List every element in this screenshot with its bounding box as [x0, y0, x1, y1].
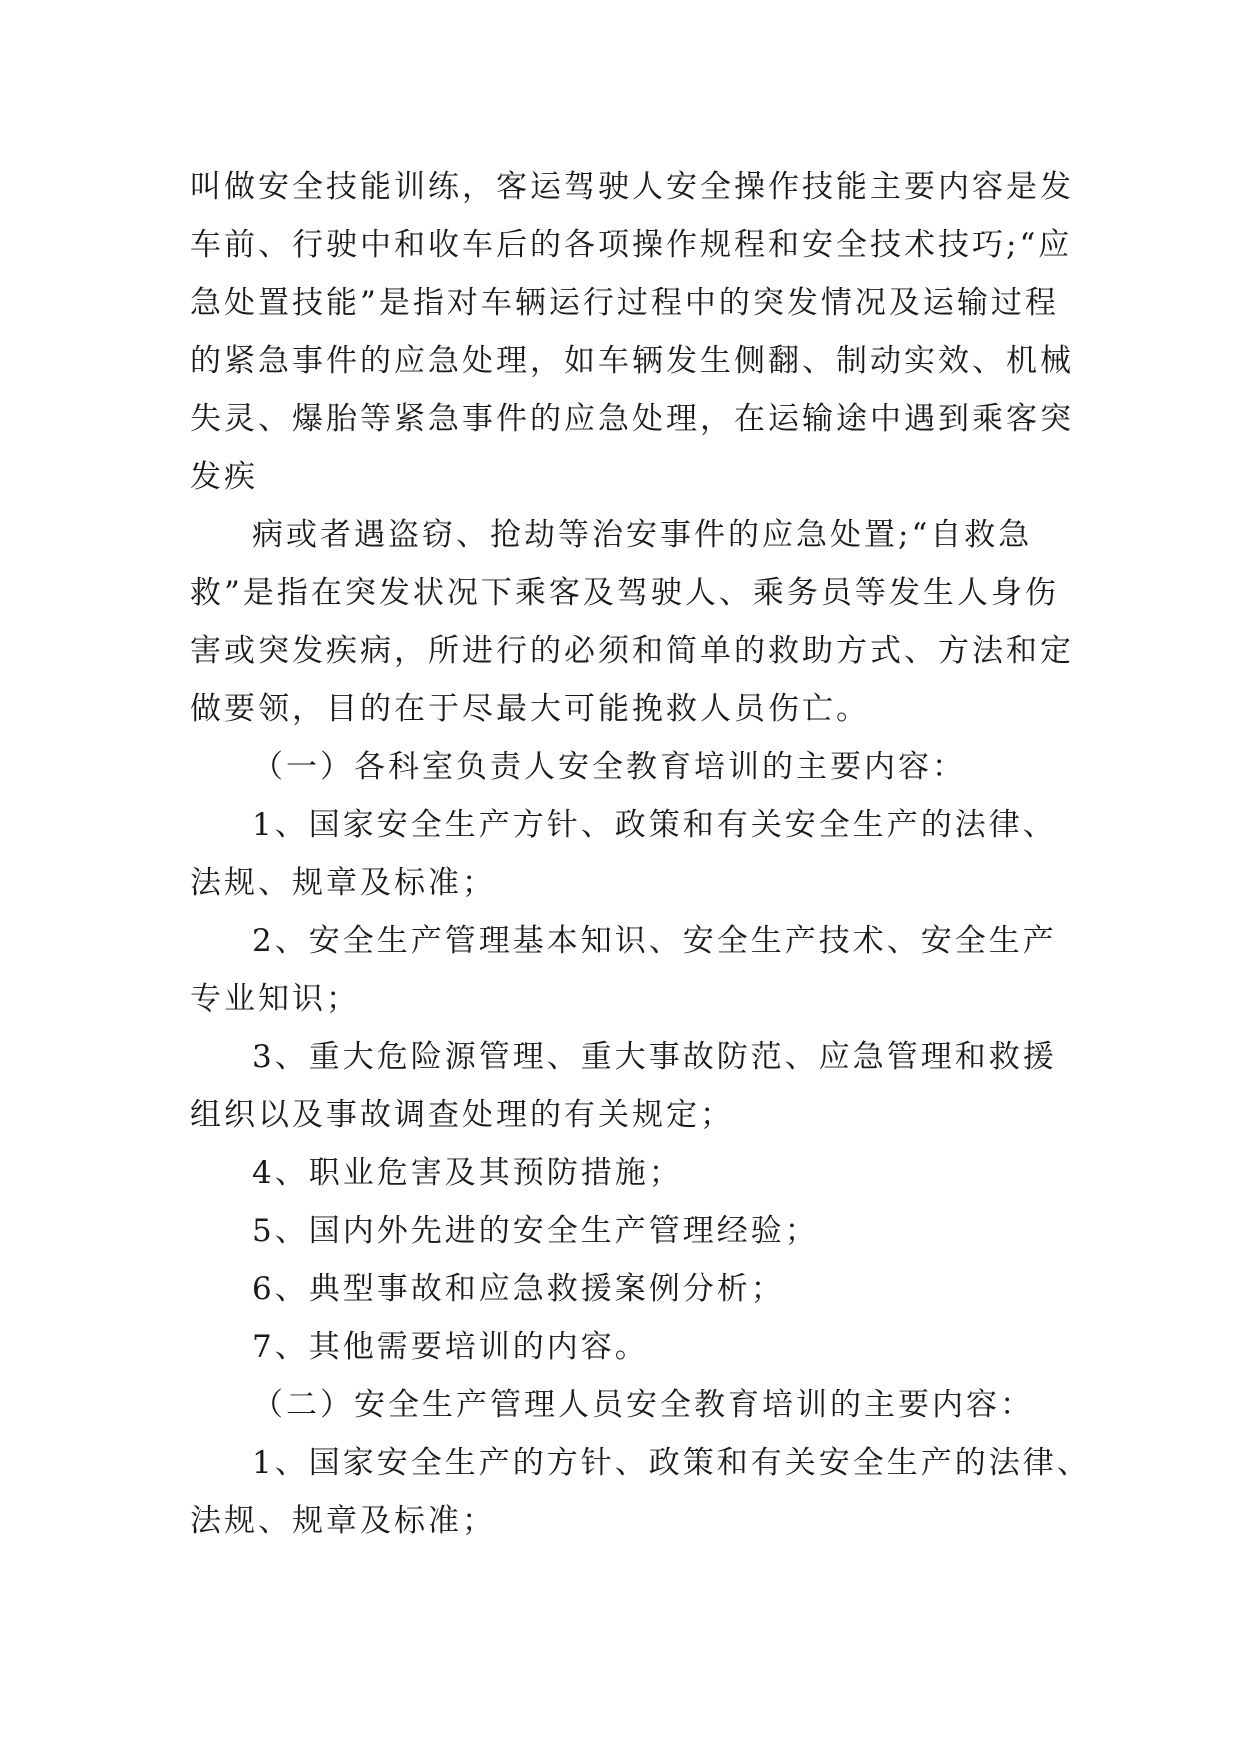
list-item: 2、安全生产管理基本知识、安全生产技术、安全生产	[252, 923, 1057, 959]
document-body	[190, 158, 1091, 1550]
section-heading: （一）各科室负责人安全教育培训的主要内容：	[252, 749, 966, 785]
body-line: 做要领，目的在于尽最大可能挽救人员伤亡。	[190, 691, 870, 727]
body-line: 病或者遇盗窃、抢劫等治安事件的应急处置;“自救急	[252, 517, 1033, 553]
section-heading: （二）安全生产管理人员安全教育培训的主要内容：	[252, 1387, 1034, 1423]
list-item: 4、职业危害及其预防措施；	[252, 1155, 683, 1191]
list-item: 7、其他需要培训的内容。	[252, 1329, 649, 1365]
list-item: 5、国内外先进的安全生产管理经验；	[252, 1213, 819, 1249]
body-line: 叫做安全技能训练，客运驾驶人安全操作技能主要内容是发	[190, 169, 1074, 205]
body-line: 车前、行驶中和收车后的各项操作规程和安全技术技巧;“应	[190, 227, 1073, 263]
list-item: 1、国家安全生产方针、政策和有关安全生产的法律、	[252, 807, 1057, 843]
list-item-continuation: 法规、规章及标准；	[190, 1503, 496, 1539]
body-line: 害或突发疾病，所进行的必须和简单的救助方式、方法和定	[190, 633, 1074, 669]
list-item: 3、重大危险源管理、重大事故防范、应急管理和救援	[252, 1039, 1057, 1075]
list-item-continuation: 组织以及事故调查处理的有关规定；	[190, 1097, 734, 1133]
list-item: 1、国家安全生产的方针、政策和有关安全生产的法律、	[252, 1445, 1091, 1481]
body-line: 失灵、爆胎等紧急事件的应急处理，在运输途中遇到乘客突	[190, 401, 1074, 437]
body-line: 急处置技能”是指对车辆运行过程中的突发情况及运输过程	[190, 285, 1059, 321]
body-line: 救”是指在突发状况下乘客及驾驶人、乘务员等发生人身伤	[190, 575, 1059, 611]
list-item-continuation: 法规、规章及标准；	[190, 865, 496, 901]
body-line: 发疾	[190, 459, 258, 495]
list-item-continuation: 专业知识；	[190, 981, 360, 1017]
body-line: 的紧急事件的应急处理，如车辆发生侧翻、制动实效、机械	[190, 343, 1074, 379]
list-item: 6、典型事故和应急救援案例分析；	[252, 1271, 785, 1307]
